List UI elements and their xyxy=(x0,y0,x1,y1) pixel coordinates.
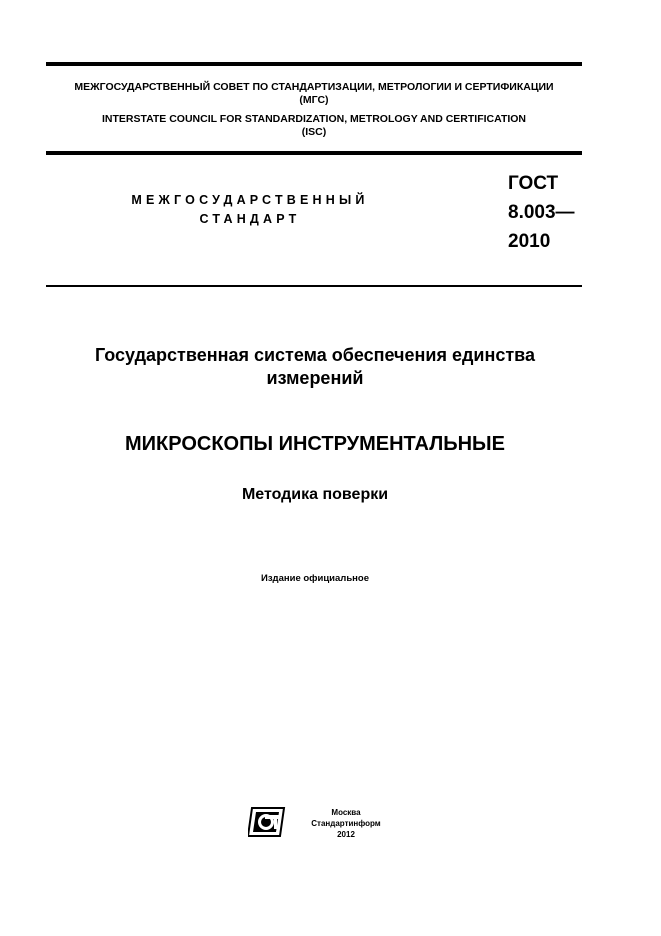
system-title-line2: измерений xyxy=(266,368,364,388)
council-en-abbr: (ISC) xyxy=(301,126,327,138)
main-title: МИКРОСКОПЫ ИНСТРУМЕНТАЛЬНЫЕ xyxy=(125,433,505,455)
gost-designation-line2: 8.003— xyxy=(508,202,575,223)
publisher-year: 2012 xyxy=(337,830,355,839)
edition-label: Издание официальное xyxy=(261,573,369,584)
gost-designation-line3: 2010 xyxy=(508,231,551,252)
gost-designation-line1: ГОСТ xyxy=(508,173,559,194)
subtitle: Методика поверки xyxy=(241,486,389,503)
standartinform-logo-icon xyxy=(248,806,288,838)
top-thick-rule xyxy=(46,62,582,66)
system-title-line1: Государственная система обеспечения единства xyxy=(94,345,536,365)
council-ru-abbr: (МГС) xyxy=(299,94,329,106)
publisher-name: Стандартинформ xyxy=(311,819,381,828)
header-bottom-rule xyxy=(46,285,582,287)
council-bottom-rule xyxy=(46,151,582,155)
council-en-line: INTERSTATE COUNCIL FOR STANDARDIZATION, METROLOGY AND CERTIFICATION xyxy=(101,113,527,125)
standard-kind-line2: СТАНДАРТ xyxy=(199,212,301,226)
council-ru-line: МЕЖГОСУДАРСТВЕННЫЙ СОВЕТ ПО СТАНДАРТИЗАЦИИ, МЕТРОЛОГИИ И СЕРТИФИКАЦИИ xyxy=(74,81,554,93)
publisher-city: Москва xyxy=(331,808,361,817)
standard-kind-line1: МЕЖГОСУДАРСТВЕННЫЙ xyxy=(131,193,369,207)
